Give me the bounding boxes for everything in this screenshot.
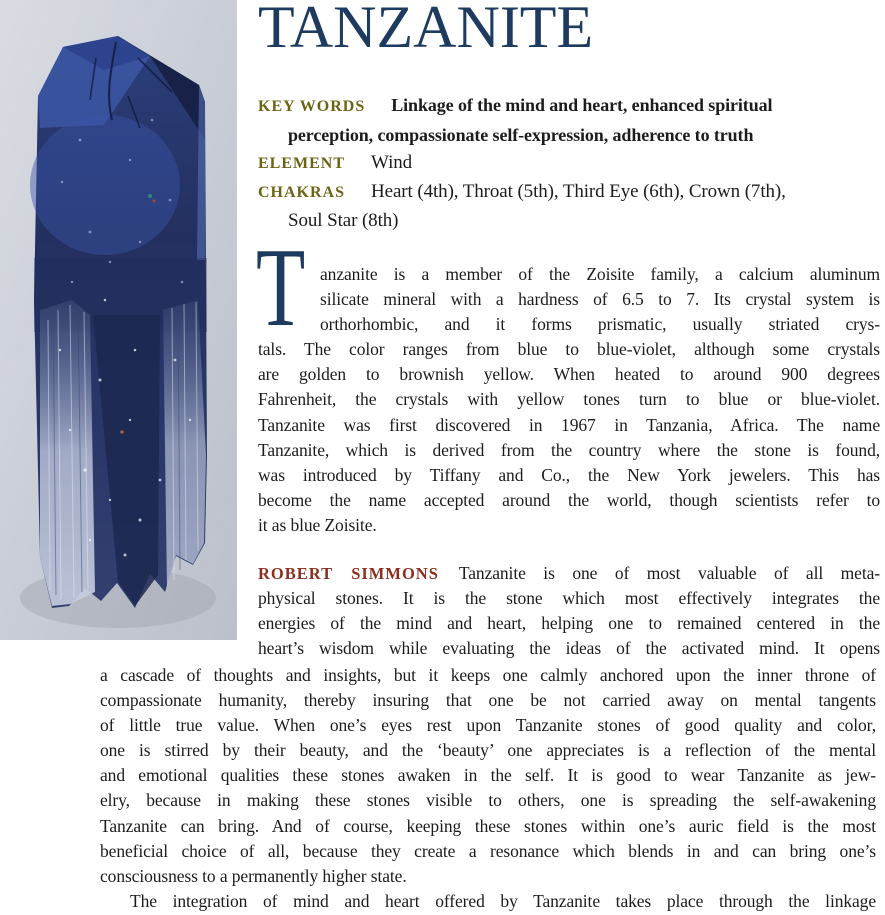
simmons-last-line: consciousness to a permanently higher state. bbox=[100, 865, 407, 886]
simmons-line: heart’s wisdom while evaluating the ideas of the activated mind. It opens bbox=[258, 638, 880, 659]
intro-line: silicate mineral with a hardness of 6.5 to 7. Its crystal system is bbox=[320, 289, 880, 310]
simmons-line: beneficial choice of all, because they create a resonance which blends in and can bring one’s bbox=[100, 840, 876, 861]
intro-line: Tanzanite was first discovered in 1967 in Tanzania, Africa. The name bbox=[258, 414, 880, 435]
drop-cap: T bbox=[256, 226, 306, 350]
simmons-line: a cascade of thoughts and insights, but it keeps one calmly anchored upon the inner throne of bbox=[100, 665, 876, 685]
tanzanite-crystal-image bbox=[0, 0, 237, 640]
intro-line: are golden to brownish yellow. When heated to around 900 degrees bbox=[258, 364, 880, 385]
intro-paragraph bbox=[256, 226, 880, 538]
tanzanite-photo bbox=[0, 0, 237, 640]
simmons-line: of little true value. When one’s eyes rest upon Tanzanite stones of good quality and color, bbox=[100, 715, 876, 736]
element-value: Wind bbox=[371, 152, 413, 173]
intro-line: Tanzanite, which is derived from the country where the stone is found, bbox=[258, 439, 880, 460]
simmons-first-line-text: Tanzanite is one of most valuable of all meta- bbox=[458, 563, 880, 583]
intro-lines bbox=[258, 262, 880, 513]
simmons-line: one is stirred by their beauty, and the ‘beauty’ one appreciates is a reflection of the mental bbox=[100, 740, 876, 761]
intro-line: become the name accepted around the world, though scientists refer to bbox=[258, 489, 880, 510]
intro-line: tals. The color ranges from blue to blue-violet, although some crystals bbox=[258, 339, 880, 360]
chakras-value: Heart (4th), Throat (5th), Third Eye (6th), Crown (7th), bbox=[371, 181, 786, 202]
simmons-column-lines bbox=[258, 586, 880, 661]
simmons-line: elry, because in making these stones visible to others, one is spreading the self-awakening bbox=[100, 790, 876, 811]
simmons-paragraph-continued bbox=[100, 663, 876, 914]
intro-line: Fahrenheit, the crystals with yellow tones turn to blue or blue-violet. bbox=[258, 389, 880, 410]
element-row bbox=[258, 149, 880, 178]
attributes-block bbox=[258, 91, 880, 235]
keywords-value: Linkage of the mind and heart, enhanced spiritual bbox=[391, 95, 773, 115]
intro-last-line: it as blue Zoisite. bbox=[258, 514, 377, 535]
simmons-line: compassionate humanity, thereby insuring that one be not carried away on mental tangents bbox=[100, 690, 876, 711]
keywords-value-continued: perception, compassionate self-expression, adherence to truth bbox=[288, 125, 754, 145]
simmons-first-line bbox=[258, 561, 880, 586]
simmons-line: physical stones. It is the stone which most effectively integrates the bbox=[258, 588, 880, 609]
intro-line: orthorhombic, and it forms prismatic, usually striated crys- bbox=[320, 314, 880, 335]
simmons-paragraph bbox=[258, 561, 880, 661]
simmons-full-lines bbox=[100, 663, 876, 864]
simmons-line: and emotional qualities these stones awaken in the self. It is good to wear Tanzanite as jew- bbox=[100, 765, 876, 786]
author-label: ROBERT SIMMONS bbox=[258, 564, 439, 583]
chakras-value-continued: Soul Star (8th) bbox=[288, 210, 399, 231]
closing-paragraph-line: The integration of mind and heart offered by Tanzanite takes place through the linkage bbox=[130, 890, 876, 911]
simmons-line: energies of the mind and heart, helping one to remained centered in the bbox=[258, 613, 880, 634]
simmons-line: Tanzanite can bring. And of course, keeping these stones within one’s auric field is the most bbox=[100, 815, 876, 836]
intro-line: was introduced by Tiffany and Co., the New York jewelers. This has bbox=[258, 464, 880, 485]
element-label: ELEMENT bbox=[258, 155, 346, 172]
keywords-label: KEY WORDS bbox=[258, 98, 366, 115]
chakras-label: CHAKRAS bbox=[258, 184, 346, 201]
chakras-row bbox=[258, 178, 880, 207]
page-title: TANZANITE bbox=[258, 0, 594, 60]
intro-line: anzanite is a member of the Zoisite family, a calcium aluminum bbox=[320, 264, 880, 284]
keywords-row bbox=[258, 91, 880, 121]
